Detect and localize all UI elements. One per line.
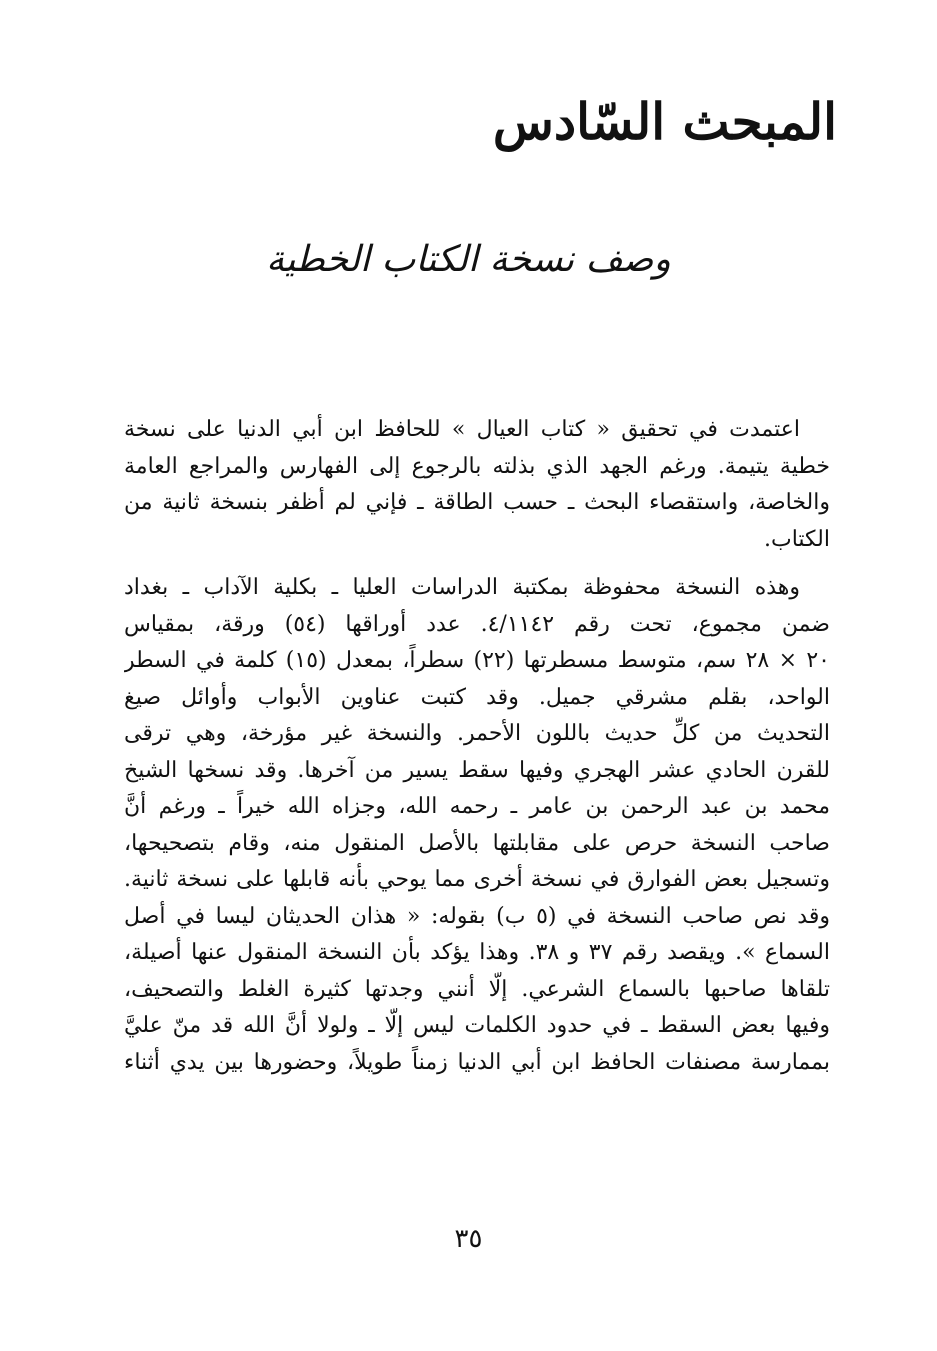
paragraph-line: ٢٠ × ٢٨ سم، متوسط مسطرتها (٢٢) سطراً، بمعدل (١٥) كلمة في السطر bbox=[124, 648, 830, 673]
page-number: ٣٥ bbox=[454, 1224, 483, 1254]
paragraph-line: للقرن الحادي عشر الهجري وفيها سقط يسير من آخرها. وقد نسخها الشيخ bbox=[124, 757, 830, 783]
paragraph-line: الواحد، بقلم مشرقي جميل. وقد كتبت عناوين الأبواب وأوائل صيغ bbox=[124, 684, 830, 710]
paragraph-line: ضمن مجموع، تحت رقم ٤/١١٤٢. عدد أوراقها (٥٤) ورقة، بمقياس bbox=[124, 611, 830, 637]
paragraph-line: تلقاها صاحبها بالسماع الشرعي. إلّا أنني وجدتها كثيرة الغلط والتصحيف، bbox=[124, 976, 830, 1002]
paragraph-line: صاحب النسخة حرص على مقابلتها بالأصل المنقول منه، وقام بتصحيحها، bbox=[124, 830, 830, 856]
body-text bbox=[124, 412, 830, 1081]
chapter-title: المبحث السّادس bbox=[492, 92, 837, 151]
paragraph-line: والخاصة، واستقصاء البحث ـ حسب الطاقة ـ فإني لم أظفر بنسخة ثانية من bbox=[124, 490, 830, 515]
paragraph-line: وتسجيل بعض الفوارق في نسخة أخرى مما يوحي بأنه قابلها على نسخة ثانية. bbox=[124, 867, 830, 892]
paragraph-line: وقد نص صاحب النسخة في (٥ ب) بقوله: « هذان الحديثان ليسا في أصل bbox=[124, 903, 830, 929]
paragraph-line: السماع ». ويقصد رقم ٣٧ و ٣٨. وهذا يؤكد بأن النسخة المنقول عنها أصيلة، bbox=[124, 940, 830, 965]
paragraph-line: خطية يتيمة. ورغم الجهد الذي بذلته بالرجوع إلى الفهارس والمراجع العامة bbox=[124, 453, 830, 479]
paragraph-line: وهذه النسخة محفوظة بمكتبة الدراسات العليا ـ بكلية الآداب ـ بغداد bbox=[124, 575, 800, 600]
paragraph-1 bbox=[124, 412, 830, 558]
paragraph-line: محمد بن عبد الرحمن بن عامر ـ رحمه الله، وجزاه الله خيراً ـ ورغم أنَّ bbox=[124, 794, 830, 819]
paragraph-line: بممارسة مصنفات الحافظ ابن أبي الدنيا زمناً طويلاً، وحضورها بين يدي أثناء bbox=[124, 1049, 830, 1075]
paragraph-line: اعتمدت في تحقيق « كتاب العيال » للحافظ ابن أبي الدنيا على نسخة bbox=[124, 417, 800, 442]
paragraph-line: التحديث من كلِّ حديث باللون الأحمر. والنسخة غير مؤرخة، وهي ترقى bbox=[124, 721, 830, 746]
section-title: وصف نسخة الكتاب الخطية bbox=[266, 239, 671, 280]
paragraph-line: وفيها بعض السقط ـ في حدود الكلمات ليس إلّا ـ ولولا أنَّ الله قد منّ عليَّ bbox=[124, 1013, 830, 1038]
paragraph-line: الكتاب. bbox=[763, 526, 830, 552]
paragraph-2 bbox=[124, 570, 830, 1081]
